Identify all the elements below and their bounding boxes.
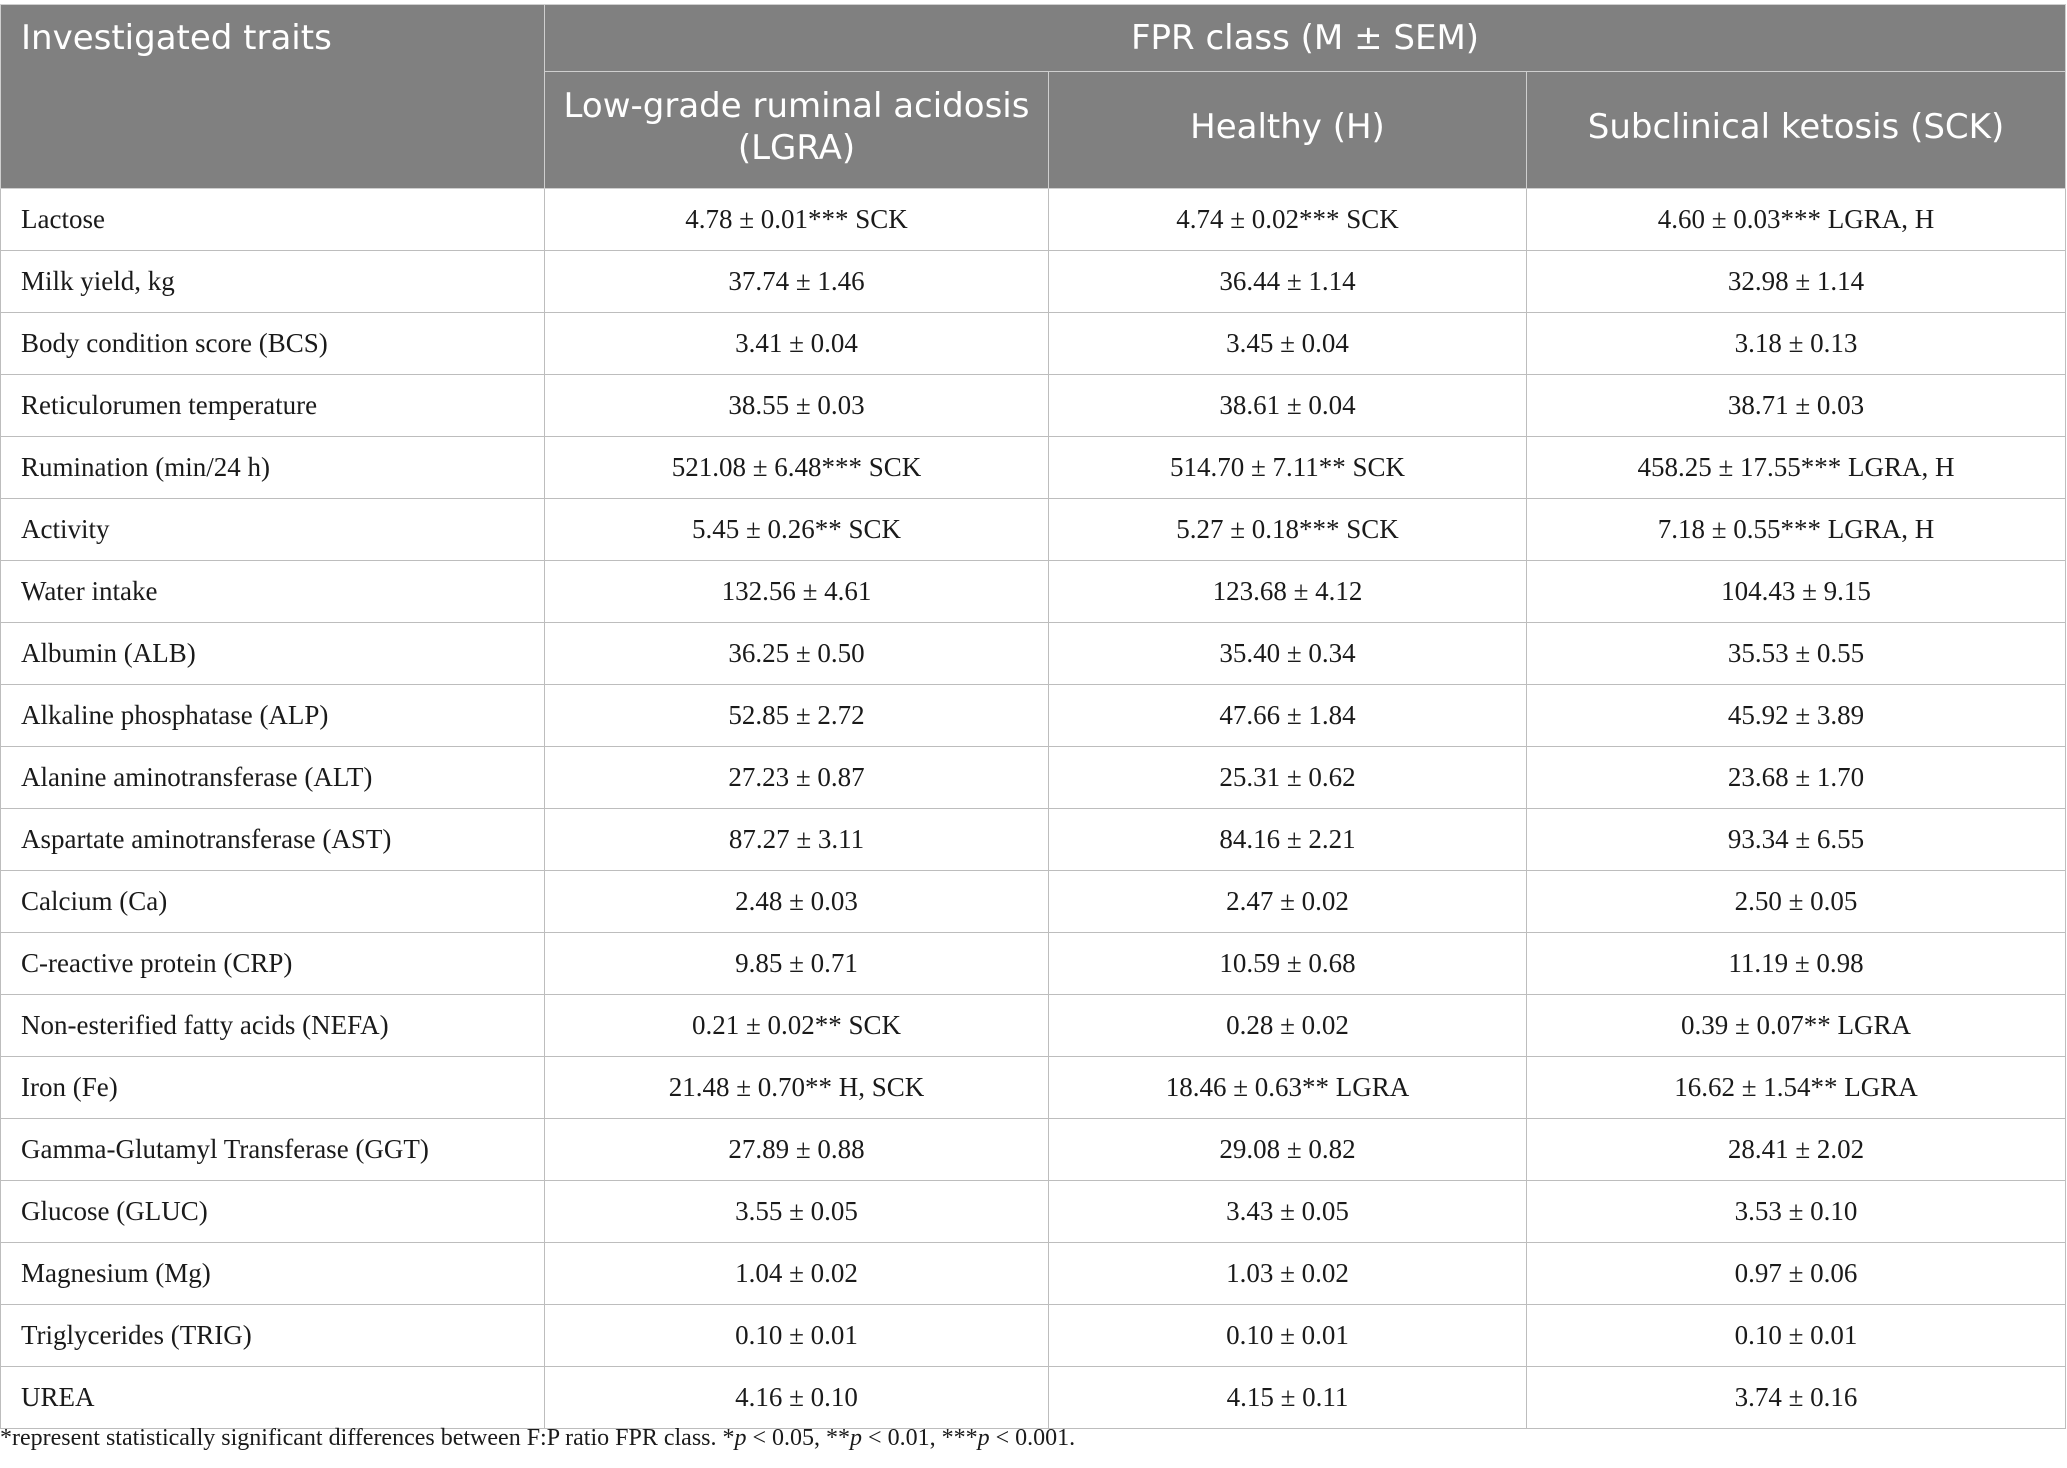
sck-cell: 32.98 ± 1.14 xyxy=(1527,251,2066,313)
healthy-cell: 35.40 ± 0.34 xyxy=(1049,623,1527,685)
sck-cell: 3.18 ± 0.13 xyxy=(1527,313,2066,375)
trait-cell: Triglycerides (TRIG) xyxy=(1,1305,545,1367)
lgra-cell: 87.27 ± 3.11 xyxy=(545,809,1049,871)
footnote-p3-stars: *** xyxy=(941,1425,978,1451)
footnote-p1-stars: * xyxy=(722,1425,735,1451)
healthy-cell: 5.27 ± 0.18*** SCK xyxy=(1049,499,1527,561)
table-header xyxy=(1,5,2066,189)
lgra-cell: 0.21 ± 0.02** SCK xyxy=(545,995,1049,1057)
table-row xyxy=(1,251,2066,313)
table-row xyxy=(1,437,2066,499)
table-row xyxy=(1,1305,2066,1367)
lgra-cell: 132.56 ± 4.61 xyxy=(545,561,1049,623)
healthy-cell: 47.66 ± 1.84 xyxy=(1049,685,1527,747)
sck-cell: 93.34 ± 6.55 xyxy=(1527,809,2066,871)
healthy-cell: 0.28 ± 0.02 xyxy=(1049,995,1527,1057)
footnote-p-symbol: p xyxy=(977,1425,990,1451)
sck-cell: 35.53 ± 0.55 xyxy=(1527,623,2066,685)
healthy-cell: 18.46 ± 0.63** LGRA xyxy=(1049,1057,1527,1119)
trait-cell: UREA xyxy=(1,1367,545,1429)
footnote-p3-rest: < 0.001. xyxy=(989,1425,1076,1451)
lgra-cell: 27.89 ± 0.88 xyxy=(545,1119,1049,1181)
table-row xyxy=(1,747,2066,809)
trait-cell: Activity xyxy=(1,499,545,561)
healthy-cell: 514.70 ± 7.11** SCK xyxy=(1049,437,1527,499)
sck-cell: 45.92 ± 3.89 xyxy=(1527,685,2066,747)
trait-cell: Gamma-Glutamyl Transferase (GGT) xyxy=(1,1119,545,1181)
sck-cell: 3.53 ± 0.10 xyxy=(1527,1181,2066,1243)
header-lgra: Low-grade ruminal acidosis (LGRA) xyxy=(545,72,1049,189)
footnote-p-symbol: p xyxy=(734,1425,747,1451)
trait-cell: Alanine aminotransferase (ALT) xyxy=(1,747,545,809)
sck-cell: 104.43 ± 9.15 xyxy=(1527,561,2066,623)
trait-cell: Lactose xyxy=(1,189,545,251)
table-row xyxy=(1,1057,2066,1119)
table-row xyxy=(1,809,2066,871)
trait-cell: Body condition score (BCS) xyxy=(1,313,545,375)
healthy-cell: 123.68 ± 4.12 xyxy=(1049,561,1527,623)
table-row xyxy=(1,1367,2066,1429)
table-row xyxy=(1,995,2066,1057)
lgra-cell: 27.23 ± 0.87 xyxy=(545,747,1049,809)
lgra-cell: 5.45 ± 0.26** SCK xyxy=(545,499,1049,561)
healthy-cell: 38.61 ± 0.04 xyxy=(1049,375,1527,437)
trait-cell: Milk yield, kg xyxy=(1,251,545,313)
table-footnote xyxy=(0,1425,1075,1452)
healthy-cell: 36.44 ± 1.14 xyxy=(1049,251,1527,313)
lgra-cell: 3.41 ± 0.04 xyxy=(545,313,1049,375)
table-row xyxy=(1,561,2066,623)
footnote-p1-rest: < 0.05, xyxy=(746,1425,827,1451)
footnote-lead: *represent statistically significant differences between F:P ratio FPR class. xyxy=(0,1425,723,1451)
table-row xyxy=(1,375,2066,437)
lgra-cell: 52.85 ± 2.72 xyxy=(545,685,1049,747)
table-row xyxy=(1,313,2066,375)
trait-cell: Albumin (ALB) xyxy=(1,623,545,685)
trait-cell: C-reactive protein (CRP) xyxy=(1,933,545,995)
sck-cell: 16.62 ± 1.54** LGRA xyxy=(1527,1057,2066,1119)
table-row xyxy=(1,499,2066,561)
header-healthy: Healthy (H) xyxy=(1049,72,1527,189)
table-row xyxy=(1,1243,2066,1305)
header-sck: Subclinical ketosis (SCK) xyxy=(1527,72,2066,189)
table-row xyxy=(1,933,2066,995)
footnote-p2-rest: < 0.01, xyxy=(862,1425,942,1451)
healthy-cell: 25.31 ± 0.62 xyxy=(1049,747,1527,809)
lgra-cell: 38.55 ± 0.03 xyxy=(545,375,1049,437)
sck-cell: 23.68 ± 1.70 xyxy=(1527,747,2066,809)
healthy-cell: 1.03 ± 0.02 xyxy=(1049,1243,1527,1305)
lgra-cell: 4.16 ± 0.10 xyxy=(545,1367,1049,1429)
lgra-cell: 0.10 ± 0.01 xyxy=(545,1305,1049,1367)
sck-cell: 11.19 ± 0.98 xyxy=(1527,933,2066,995)
trait-cell: Reticulorumen temperature xyxy=(1,375,545,437)
healthy-cell: 4.74 ± 0.02*** SCK xyxy=(1049,189,1527,251)
lgra-cell: 9.85 ± 0.71 xyxy=(545,933,1049,995)
trait-cell: Magnesium (Mg) xyxy=(1,1243,545,1305)
header-fpr-class: FPR class (M ± SEM) xyxy=(545,5,2066,72)
sck-cell: 3.74 ± 0.16 xyxy=(1527,1367,2066,1429)
sck-cell: 4.60 ± 0.03*** LGRA, H xyxy=(1527,189,2066,251)
trait-cell: Non-esterified fatty acids (NEFA) xyxy=(1,995,545,1057)
sck-cell: 0.10 ± 0.01 xyxy=(1527,1305,2066,1367)
data-table xyxy=(0,4,2066,1429)
healthy-cell: 0.10 ± 0.01 xyxy=(1049,1305,1527,1367)
table-row xyxy=(1,189,2066,251)
healthy-cell: 10.59 ± 0.68 xyxy=(1049,933,1527,995)
trait-cell: Alkaline phosphatase (ALP) xyxy=(1,685,545,747)
lgra-cell: 21.48 ± 0.70** H, SCK xyxy=(545,1057,1049,1119)
lgra-cell: 36.25 ± 0.50 xyxy=(545,623,1049,685)
lgra-cell: 37.74 ± 1.46 xyxy=(545,251,1049,313)
trait-cell: Iron (Fe) xyxy=(1,1057,545,1119)
lgra-cell: 1.04 ± 0.02 xyxy=(545,1243,1049,1305)
lgra-cell: 3.55 ± 0.05 xyxy=(545,1181,1049,1243)
sck-cell: 7.18 ± 0.55*** LGRA, H xyxy=(1527,499,2066,561)
sck-cell: 0.39 ± 0.07** LGRA xyxy=(1527,995,2066,1057)
lgra-cell: 4.78 ± 0.01*** SCK xyxy=(545,189,1049,251)
healthy-cell: 3.43 ± 0.05 xyxy=(1049,1181,1527,1243)
table-row xyxy=(1,871,2066,933)
footnote-p2-stars: ** xyxy=(826,1425,851,1451)
healthy-cell: 3.45 ± 0.04 xyxy=(1049,313,1527,375)
healthy-cell: 2.47 ± 0.02 xyxy=(1049,871,1527,933)
sck-cell: 38.71 ± 0.03 xyxy=(1527,375,2066,437)
healthy-cell: 4.15 ± 0.11 xyxy=(1049,1367,1527,1429)
lgra-cell: 521.08 ± 6.48*** SCK xyxy=(545,437,1049,499)
sck-cell: 458.25 ± 17.55*** LGRA, H xyxy=(1527,437,2066,499)
header-investigated-traits: Investigated traits xyxy=(1,5,545,189)
sck-cell: 0.97 ± 0.06 xyxy=(1527,1243,2066,1305)
lgra-cell: 2.48 ± 0.03 xyxy=(545,871,1049,933)
sck-cell: 28.41 ± 2.02 xyxy=(1527,1119,2066,1181)
trait-cell: Glucose (GLUC) xyxy=(1,1181,545,1243)
trait-cell: Aspartate aminotransferase (AST) xyxy=(1,809,545,871)
sck-cell: 2.50 ± 0.05 xyxy=(1527,871,2066,933)
healthy-cell: 29.08 ± 0.82 xyxy=(1049,1119,1527,1181)
trait-cell: Calcium (Ca) xyxy=(1,871,545,933)
table-row xyxy=(1,623,2066,685)
table-body xyxy=(1,189,2066,1429)
healthy-cell: 84.16 ± 2.21 xyxy=(1049,809,1527,871)
table-row xyxy=(1,685,2066,747)
table-row xyxy=(1,1181,2066,1243)
footnote-p-symbol: p xyxy=(850,1425,863,1451)
trait-cell: Water intake xyxy=(1,561,545,623)
table-row xyxy=(1,1119,2066,1181)
trait-cell: Rumination (min/24 h) xyxy=(1,437,545,499)
